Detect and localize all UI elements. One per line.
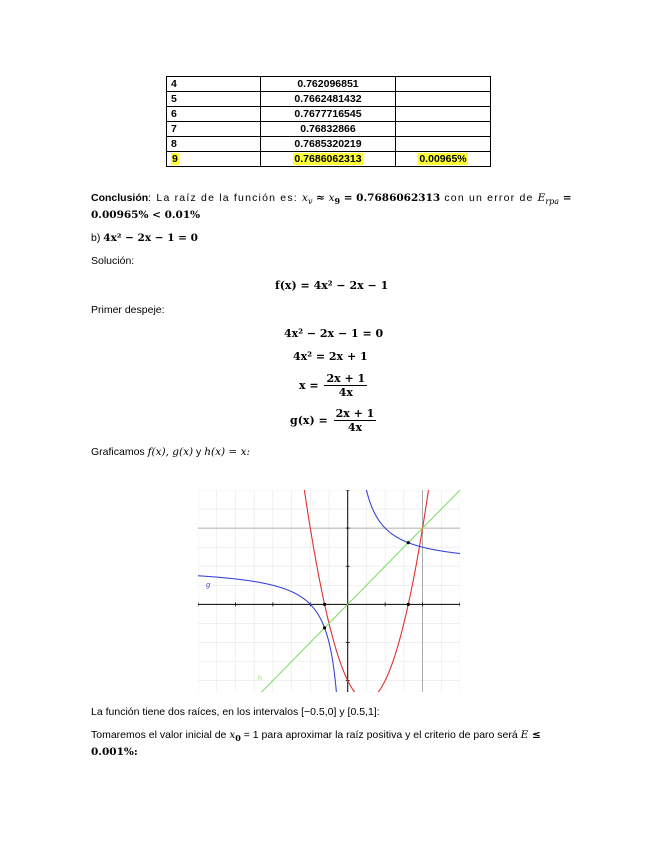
function-graph <box>198 490 460 692</box>
value-cell: 0.7685320219 <box>261 137 396 152</box>
tomaremos-line-1: Tomaremos el valor inicial de $x_0 = 1$ para aproximar la raíz positiva y el criterio de paro será E ≤ <box>91 729 541 744</box>
intervals-text: La función tiene dos raíces, en los intervalos [−0.5,0] y [0.5,1]: <box>91 706 380 718</box>
table-row <box>167 77 491 92</box>
value-cell: 0.762096851 <box>261 77 396 92</box>
conclusion-line-1: Conclusión: La raíz de la función es: $x_v \approx x_9 = 0.7686062313$ con un error de $E_{rpa}$ = <box>91 192 572 207</box>
iteration-cell: 6 <box>167 107 261 122</box>
f-definition: f(x) = 4x² − 2x − 1 <box>275 279 389 292</box>
step-1: 4x² − 2x − 1 = 0 <box>284 327 384 340</box>
error-cell <box>396 137 491 152</box>
intersection-point <box>407 541 410 544</box>
table-row <box>167 122 491 137</box>
intersection-point <box>323 603 326 606</box>
tomaremos-line-2: 0.001%: <box>91 746 138 758</box>
step-3: x = $\frac{2x + 1}{4x}$ <box>299 372 366 399</box>
intersection-point <box>323 626 326 629</box>
table-row <box>167 137 491 152</box>
series-line <box>198 576 339 692</box>
value-cell: 0.7677716545 <box>261 107 396 122</box>
error-cell: 0.00965% <box>396 152 491 167</box>
intersection-point <box>407 603 410 606</box>
table-row <box>167 92 491 107</box>
iteration-cell: 9 <box>167 152 261 167</box>
error-cell <box>396 92 491 107</box>
iteration-cell: 8 <box>167 137 261 152</box>
conclusion-line-2: 0.00965% < 0.01% <box>91 209 201 221</box>
error-cell <box>396 107 491 122</box>
step-4-g-definition: g(x) = $\frac{2x + 1}{4x}$ <box>290 407 375 434</box>
table-row <box>167 152 491 167</box>
series-tag-g: g <box>206 581 211 589</box>
solucion-label: Solución: <box>91 255 135 267</box>
error-cell <box>396 122 491 137</box>
iteration-table <box>166 76 491 167</box>
step-2: 4x² = 2x + 1 <box>293 350 368 363</box>
conclusion-label: Conclusión <box>91 192 149 204</box>
primer-despeje-label: Primer despeje: <box>91 304 165 316</box>
series-tag-h: h <box>258 675 262 682</box>
value-cell: 0.7662481432 <box>261 92 396 107</box>
part-b: b) 4x² − 2x − 1 = 0 <box>91 232 198 244</box>
series-line <box>360 490 460 554</box>
error-cell <box>396 77 491 92</box>
iteration-cell: 7 <box>167 122 261 137</box>
graficamos-line: Graficamos f(x), g(x) y h(x) = x: <box>91 446 251 458</box>
table-row <box>167 107 491 122</box>
iteration-cell: 5 <box>167 92 261 107</box>
value-cell: 0.76832866 <box>261 122 396 137</box>
value-cell: 0.7686062313 <box>261 152 396 167</box>
iteration-cell: 4 <box>167 77 261 92</box>
